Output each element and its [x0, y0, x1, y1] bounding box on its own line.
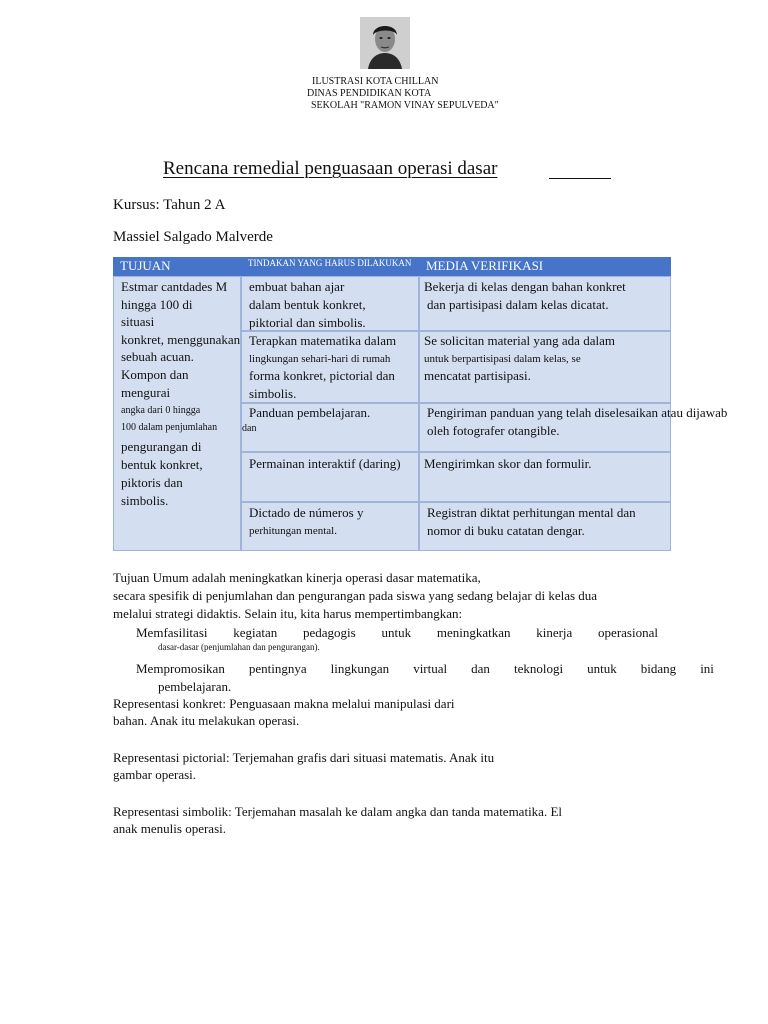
document-title: Rencana remedial penguasaan operasi dasar	[163, 158, 498, 179]
media-cell	[419, 276, 671, 331]
action-line: Panduan pembelajaran.	[249, 405, 371, 420]
media-line: Registran diktat perhitungan mental dan	[427, 505, 636, 520]
bullet-promote	[136, 660, 714, 678]
media-line: nomor di buku catatan dengar.	[427, 523, 585, 538]
bullet-word: meningkatkan	[436, 625, 511, 640]
tujuan-line: sebuah acuan.	[121, 349, 194, 364]
tujuan-line: situasi	[121, 314, 155, 329]
action-line: dan	[242, 423, 257, 434]
action-line: lingkungan sehari-hari di rumah	[249, 353, 391, 365]
bullet-word: teknologi	[513, 661, 564, 676]
action-line: Terapkan matematika dalam	[249, 333, 397, 348]
action-cell	[241, 502, 419, 551]
header-media: MEDIA VERIFIKASI	[419, 257, 671, 276]
tujuan-line: simbolis.	[121, 493, 169, 508]
bullet-word: lingkungan	[330, 661, 390, 676]
intro-line: melalui strategi didaktis. Selain itu, kita harus mempertimbangkan:	[113, 606, 463, 621]
tujuan-line: piktoris dan	[121, 475, 183, 490]
bullet-facilitate	[136, 624, 658, 642]
rep-simbolik-line: Representasi simbolik: Terjemahan masalah ke dalam angka dan tanda matematika. El	[113, 804, 563, 819]
title-underline	[549, 178, 611, 179]
bullet-word: pedagogis	[303, 625, 356, 640]
bullet-word: kegiatan	[233, 625, 278, 640]
tujuan-line: hingga 100 di	[121, 297, 193, 312]
media-line: Pengiriman panduan yang telah diselesaikan atau dijawab	[427, 405, 728, 420]
tujuan-line: mengurai	[121, 385, 171, 400]
bullet-facilitate-sub: dasar-dasar (penjumlahan dan pengurangan).	[158, 642, 320, 652]
bullet-word: untuk	[587, 661, 617, 676]
action-line: embuat bahan ajar	[249, 279, 345, 294]
tujuan-line: pengurangan di	[121, 439, 202, 454]
school-line-3: SEKOLAH "RAMON VINAY SEPULVEDA"	[311, 100, 499, 111]
rep-pictorial-line: gambar operasi.	[113, 767, 197, 782]
bullet-word: ini	[700, 661, 714, 676]
bullet-word: kinerja	[536, 625, 573, 640]
intro-line: secara spesifik di penjumlahan dan pengurangan pada siswa yang sedang belajar di kelas dua	[113, 588, 598, 603]
bullet-word: bidang	[640, 661, 677, 676]
bullet-word: pentingnya	[248, 661, 307, 676]
school-line-2: DINAS PENDIDIKAN KOTA	[307, 88, 432, 99]
action-line: piktorial dan simbolis.	[249, 315, 366, 330]
rep-simbolik-line: anak menulis operasi.	[113, 821, 226, 836]
bullet-promote-sub: pembelajaran.	[158, 679, 232, 694]
media-line: untuk berpartisipasi dalam kelas, se	[424, 353, 581, 365]
school-line-1: ILUSTRASI KOTA CHILLAN	[312, 76, 439, 87]
action-line: dalam bentuk konkret,	[249, 297, 366, 312]
media-line: oleh fotografer otangible.	[427, 423, 560, 438]
portrait-photo	[360, 17, 410, 69]
bullet-word: Mempromosikan	[136, 661, 225, 676]
bullet-word: Memfasilitasi	[136, 625, 208, 640]
author-name: Massiel Salgado Malverde	[113, 229, 273, 245]
rep-konkret-line: Representasi konkret: Penguasaan makna melalui manipulasi dari	[113, 696, 455, 711]
remedial-plan-table	[113, 257, 728, 551]
action-line: perhitungan mental.	[249, 525, 337, 537]
bullet-word: untuk	[381, 625, 412, 640]
bullet-word: dan	[471, 661, 490, 676]
tujuan-line: konkret, menggunakan	[121, 332, 241, 347]
media-line: Bekerja di kelas dengan bahan konkret	[424, 279, 626, 294]
rep-konkret-line: bahan. Anak itu melakukan operasi.	[113, 713, 300, 728]
action-cell	[241, 403, 419, 452]
tujuan-line: Kompon dan	[121, 367, 189, 382]
media-cell	[419, 403, 728, 452]
action-cell	[241, 276, 419, 331]
action-line: forma konkret, pictorial dan	[249, 368, 395, 383]
course-label: Kursus: Tahun 2 A	[113, 197, 226, 213]
tujuan-line: bentuk konkret,	[121, 457, 203, 472]
media-line: Mengirimkan skor dan formulir.	[424, 456, 592, 471]
header-tindakan: TINDAKAN YANG HARUS DILAKUKAN	[241, 257, 419, 276]
action-line: Permainan interaktif (daring)	[249, 456, 401, 471]
bullet-word: operasional	[598, 625, 658, 640]
tujuan-line: 100 dalam penjumlahan	[121, 422, 218, 433]
tujuan-line: Estmar cantdades M	[121, 279, 228, 294]
media-line: dan partisipasi dalam kelas dicatat.	[427, 297, 609, 312]
rep-pictorial-line: Representasi pictorial: Terjemahan grafis dari situasi matematis. Anak itu	[113, 750, 495, 765]
tujuan-line: angka dari 0 hingga	[121, 405, 201, 416]
action-cell	[241, 452, 419, 502]
header-tujuan: TUJUAN	[113, 257, 241, 276]
intro-line: Tujuan Umum adalah meningkatkan kinerja operasi dasar matematika,	[113, 570, 481, 585]
action-line: Dictado de números y	[249, 505, 364, 520]
media-line: mencatat partisipasi.	[424, 368, 531, 383]
action-line: simbolis.	[249, 386, 297, 401]
tujuan-cell	[113, 276, 241, 551]
media-cell	[419, 331, 671, 403]
bullet-word: virtual	[413, 661, 448, 676]
media-cell	[419, 502, 671, 551]
media-cell	[419, 452, 671, 502]
media-line: Se solicitan material yang ada dalam	[424, 333, 615, 348]
action-cell	[241, 331, 419, 403]
